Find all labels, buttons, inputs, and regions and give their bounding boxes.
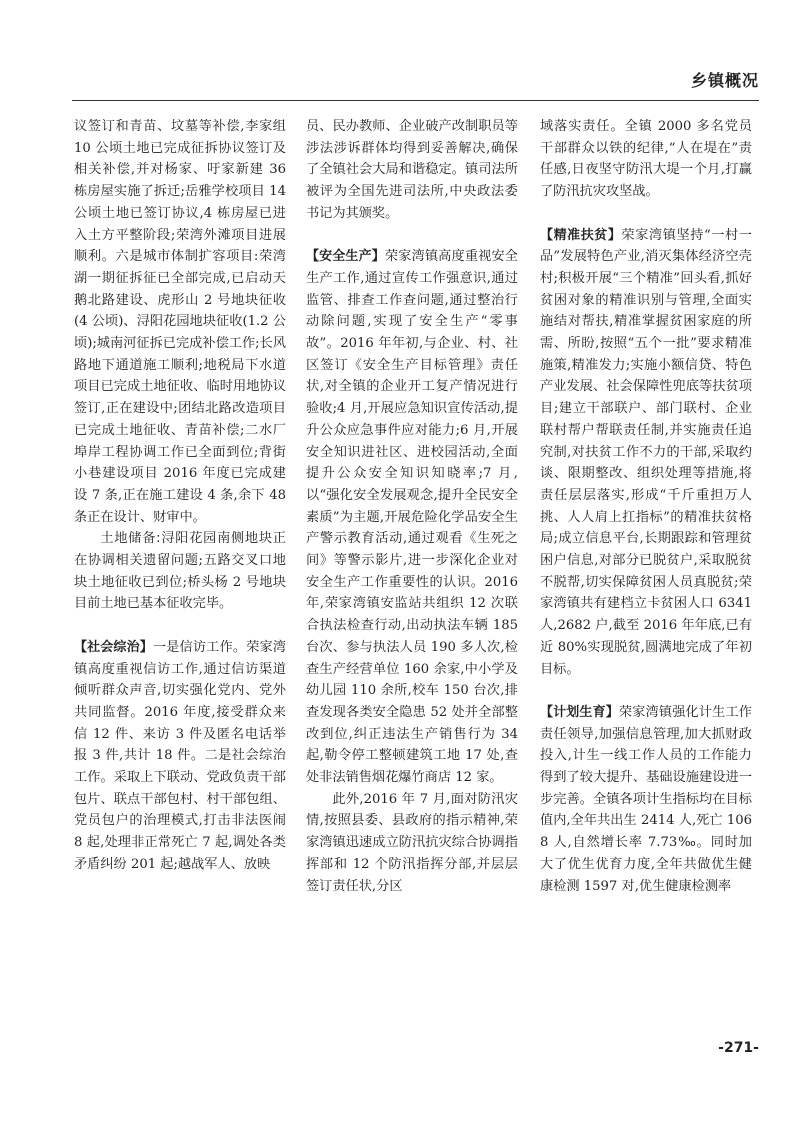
paragraph-safety-production [306,246,518,789]
paragraph-land-reserve [74,528,286,615]
section-tag-social-governance: 【社会综治】 [74,639,153,655]
section-tag-family-planning: 【计划生育】 [540,704,619,720]
header-rule [72,100,759,101]
family-planning-text: 荣家湾镇强化计生工作责任领导,加强信息管理,加大抓财政投入,计生一线工作人员的工作能力得到了较大提升、基础设施建设进一步完善。全镇各项计生指标均在目标值内,全年共出生 2414 人,死亡 1068 人,自然增长率 7.73‰。同时加大了优生优育力度,全年共做优生健康检测 1597 对,优生健康检测率 [540,704,752,894]
text-column-3 [540,116,752,1046]
land-reserve-text: 浔阳花园南侧地块正在协调相关遗留问题;五路交叉口地块土地征收已到位;桥头杨 2 号地块目前土地已基本征收完毕。 [74,531,286,612]
text-column-2 [306,116,518,1046]
paragraph-flood-control-cont: 域落实责任。全镇 2000 多名党员干部群众以铁的纪律,“人在堤在”责任感,日夜坚守防汛大堤一个月,打赢了防汛抗灾攻坚战。 [540,119,752,200]
land-reserve-label: 土地储备: [100,531,161,547]
text-column-1 [74,116,286,1046]
paragraph-flood-control: 此外,2016 年 7 月,面对防汛灾情,按照县委、县政府的指示精神,荣家湾镇迅速成立防汛抗灾综合协调指挥部和 12 个防汛指挥分部,并层层签订责任状,分区 [306,791,518,894]
page-number: -271- [718,1040,759,1056]
section-tag-poverty-alleviation: 【精准扶贫】 [540,227,622,243]
poverty-alleviation-text: 荣家湾镇坚持“一村一品”发展特色产业,消灭集体经济空壳村;积极开展“三个精准”回头看,抓好贫困对象的精准识别与管理,全面实施结对帮扶,精准掌握贫困家庭的所需、所盼,按照“五个一批”要求精准施策,精准发力;实施小额信贷、特色产业发展、社会保障性兜底等扶贫项目;建立干部联户、部门联村、企业联村帮户帮联责任制,并实施责任追究制,对扶贫工作不力的干部,采取约谈、限期整改、组织处理等措施,将责任层层落实,形成“千斤重担万人挑、人人肩上扛指标”的精准扶贫格局;成立信息平台,长期跟踪和管理贫困户信息,对部分已脱贫户,采取脱贫不脱帮,切实保障贫困人员真脱贫;荣家湾镇共有建档立卡贫困人口 6341 人,2682 户,截至 2016 年年底,已有近 80%实现脱贫,圆满地完成了年初目标。 [540,227,752,677]
paragraph-family-planning [540,702,752,897]
section-tag-safety-production: 【安全生产】 [306,249,385,265]
paragraph-urban-projects: 议签订和青苗、坟墓等补偿,李家组 10 公顷土地已完成征拆协议签订及相关补偿,并对杨家、吁家新建 36 栋房屋实施了拆迁;岳雅学校项目 14 公顷土地已签订协议,4 栋房屋已进入土方平整阶段;荣湾外滩项目进展顺利。六是城市体制扩容项目:荣湾湖一期征拆征已全部完成,已启动天鹅北路建设、虎形山 2 号地块征收(4 公顷)、浔阳花园地块征收(1.2 公顷);城南河征拆已完成补偿工作;长风路地下通道施工顺利;地税局下水道项目已完成土地征收、临时用地协议签订,正在建设中;团结北路改造项目已完成土地征收、青苗补偿;二水厂埠岸工程协调工作已全面到位;背街小巷建设项目 2016 年度已完成建设 7 条,正在施工建设 4 条,余下 48 条正在设计、财审中。 [74,119,286,525]
section-title: 乡镇概况 [690,71,759,90]
safety-production-text: 荣家湾镇高度重视安全生产工作,通过宣传工作强意识,通过监管、排查工作查问题,通过整治行动除问题,实现了安全生产“零事故”。2016 年年初,与企业、村、社区签订《安全生产目标管理》责任状,对全镇的企业开工复产情况进行验收;4 月,开展应急知识宣传活动,提升公众应急事件应对能力;6 月,开展安全知识进社区、进校园活动,全面提升公众安全知识知晓率;7 月,以“强化安全发展观念,提升全民安全素质”为主题,开展危险化学品安全生产警示教育活动,通过观看《生死之间》等警示影片,进一步深化企业对安全生产工作重要性的认识。2016 年,荣家湾镇安监站共组织 12 次联合执法检查行动,出动执法车辆 185 台次、参与执法人员 190 多人次,检查生产经营单位 160 余家,中小学及幼儿园 110 余所,校车 150 台次,排查发现各类安全隐患 52 处并全部整改到位,纠正违法生产销售行为 34 起,勒令停工整顿建筑工地 17 处,查处非法销售烟花爆竹商店 12 家。 [306,249,518,786]
paragraph-social-governance [74,637,286,876]
paragraph-social-governance-cont: 员、民办教师、企业破产改制职员等涉法涉诉群体均得到妥善解决,确保了全镇社会大局和谐稳定。镇司法所被评为全国先进司法所,中央政法委书记为其颁奖。 [306,119,518,221]
social-governance-text: 一是信访工作。荣家湾镇高度重视信访工作,通过信访渠道倾听群众声音,切实强化党内、党外共同监督。2016 年度,接受群众来信 12 件、来访 3 件及匿名电话举报 3 件,共计 18 件。二是社会综治工作。采取上下联动、党政负责干部包片、联点干部包村、村干部包组、党员包户的治理模式,打击非法医闹 8 起,处理非正常死亡 7 起,调处各类矛盾纠纷 201 起;越战军人、放映 [74,639,286,872]
paragraph-poverty-alleviation [540,225,752,681]
